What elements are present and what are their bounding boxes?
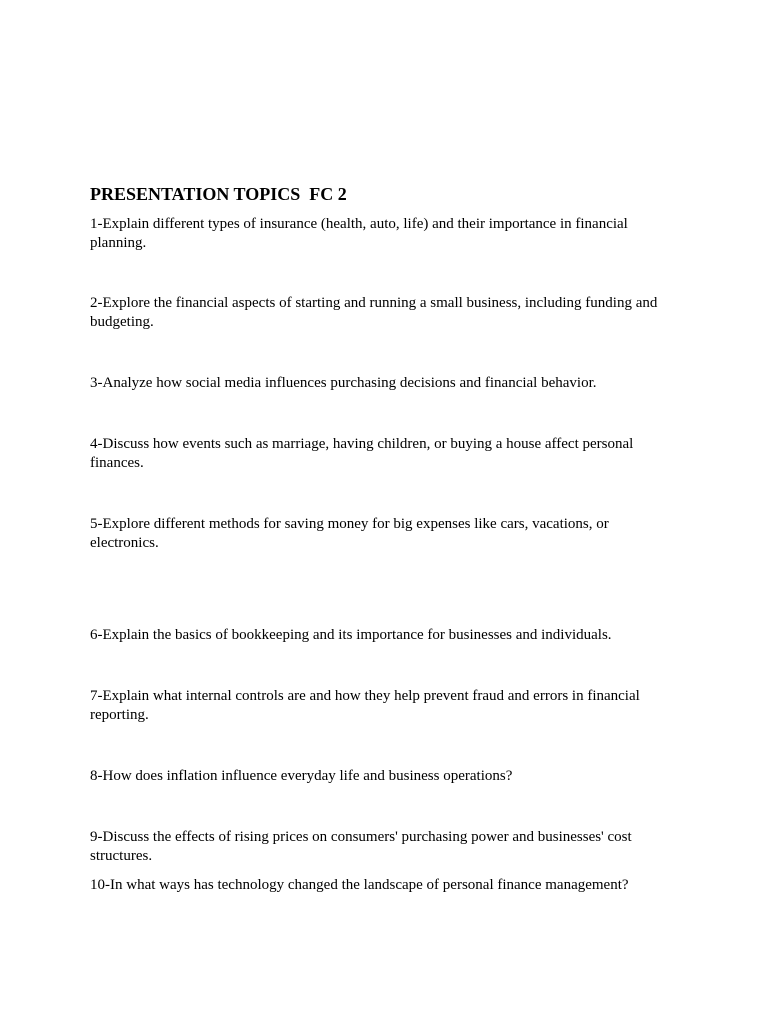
document-title: PRESENTATION TOPICS FC 2 <box>90 184 347 204</box>
topic-item-2: 2-Explore the financial aspects of starting and running a small business, including funding and budgeting. <box>90 295 658 330</box>
topic-item-5: 5-Explore different methods for saving money for big expenses like cars, vacations, or electronics. <box>90 516 609 551</box>
topic-item-1: 1-Explain different types of insurance (health, auto, life) and their importance in financial planning. <box>90 216 628 251</box>
topic-item-3: 3-Analyze how social media influences purchasing decisions and financial behavior. <box>90 375 597 391</box>
topic-item-6: 6-Explain the basics of bookkeeping and its importance for businesses and individuals. <box>90 627 612 643</box>
topic-item-9: 9-Discuss the effects of rising prices on consumers' purchasing power and businesses' cost structures. <box>90 829 632 864</box>
topic-item-4: 4-Discuss how events such as marriage, having children, or buying a house affect personal finances. <box>90 436 634 471</box>
topic-item-8: 8-How does inflation influence everyday life and business operations? <box>90 768 513 784</box>
topic-item-7: 7-Explain what internal controls are and how they help prevent fraud and errors in financial reporting. <box>90 688 640 723</box>
topic-item-10: 10-In what ways has technology changed the landscape of personal finance management? <box>90 877 629 893</box>
